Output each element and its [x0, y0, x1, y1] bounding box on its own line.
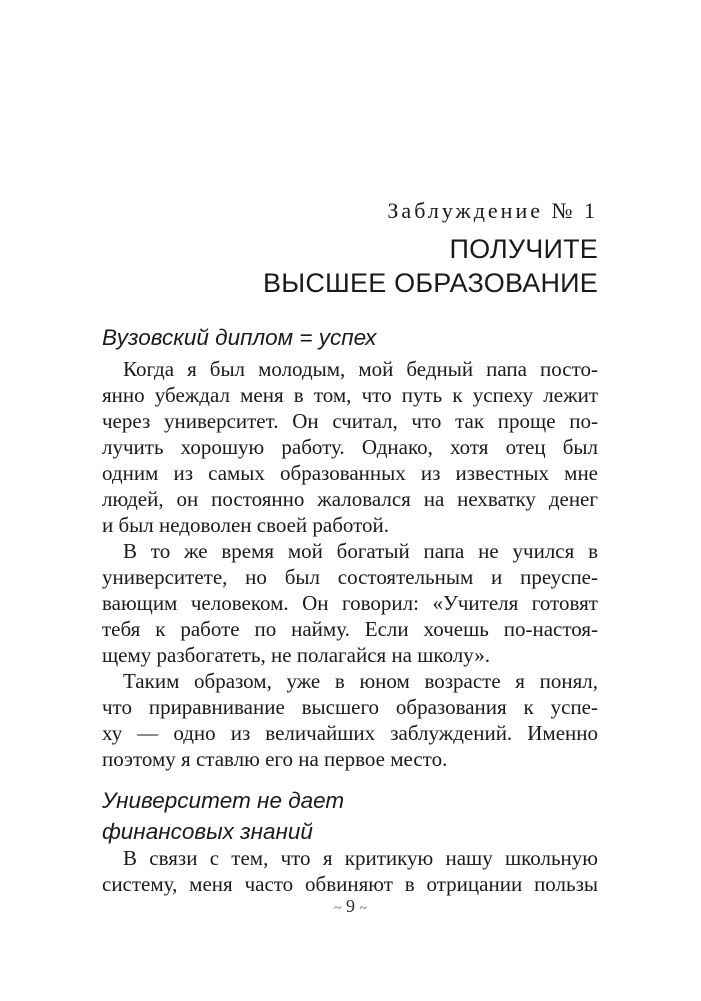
section-heading-line: финансовых знаний	[102, 819, 313, 844]
text-line: лучить хорошую работу. Однако, хотя отец был	[102, 435, 598, 459]
text-line: что приравнивание высшего образования к успе-	[102, 695, 598, 719]
text-line: одним из самых образованных из известных мне	[102, 461, 598, 485]
text-line: щему разбогатеть, не полагайся на школу».	[102, 643, 491, 667]
text-line: Когда я был молодым, мой бедный папа посто-	[123, 357, 598, 381]
text-line: и был недоволен своей работой.	[102, 513, 390, 537]
section-heading-line: Вузовский диплом = успех	[102, 325, 377, 350]
chapter-title-line: ВЫСШЕЕ ОБРАЗОВАНИЕ	[263, 268, 598, 298]
text-line: Таким образом, уже в юном возрасте я понял,	[123, 669, 598, 693]
folio-ornament-right: ~	[359, 901, 368, 916]
paragraph	[102, 538, 598, 668]
text-line: поэтому я ставлю его на первое место.	[102, 747, 448, 771]
text-line: ху — одно из величайших заблуждений. Именно	[102, 721, 598, 745]
text-line: В связи с тем, что я критикую нашу школьную	[123, 846, 598, 870]
section-heading	[102, 785, 344, 847]
chapter-label: Заблуждение № 1	[387, 198, 598, 223]
text-line: вающим человеком. Он говорил: «Учителя готовят	[102, 591, 598, 615]
text-line: В то же время мой богатый папа не учился в	[123, 539, 598, 563]
text-line: университете, но был состоятельным и преуспе-	[102, 565, 598, 589]
section-heading	[102, 322, 376, 353]
text-line: через университет. Он считал, что так проще по-	[102, 409, 598, 433]
text-line: систему, меня часто обвиняют в отрицании пользы	[102, 872, 598, 896]
folio-ornament-left: ~	[333, 901, 342, 916]
text-line: людей, он постоянно жаловался на нехватку денег	[102, 487, 598, 511]
paragraph	[102, 668, 598, 772]
chapter-title-line: ПОЛУЧИТЕ	[449, 234, 598, 264]
chapter-title	[263, 232, 598, 300]
paragraph	[102, 845, 598, 897]
paragraph	[102, 356, 598, 538]
page-number-value: 9	[346, 896, 355, 916]
text-line: тебя к работе по найму. Если хочешь по-настоя-	[102, 617, 598, 641]
section-heading-line: Университет не дает	[102, 788, 345, 813]
text-line: янно убеждал меня в том, что путь к успеху лежит	[102, 383, 598, 407]
page-number	[0, 896, 701, 917]
